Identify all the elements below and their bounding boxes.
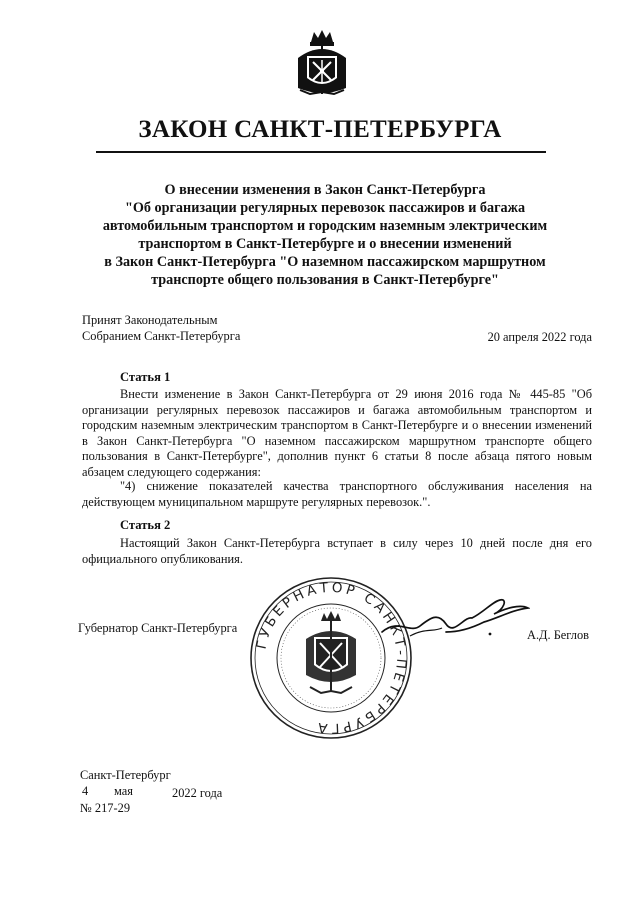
article-1-heading: Статья 1: [120, 370, 171, 384]
adoption-line-2: Собранием Санкт-Петербурга: [82, 328, 241, 343]
signing-date: [80, 784, 240, 800]
law-number: № 217-29: [80, 801, 131, 815]
coat-of-arms-icon: [296, 28, 348, 98]
article-1-text: [82, 387, 592, 480]
subject-line: транспортом в Санкт-Петербурге и о внесении изменений: [138, 236, 512, 252]
article-1-quote-paragraph: "4) снижение показателей качества транспортного обслуживания населения на действующем муниципальном маршруте регулярных перевозок.".: [82, 479, 592, 509]
handwritten-signature-icon: [380, 588, 530, 648]
article-2-paragraph: Настоящий Закон Санкт-Петербурга вступает в силу через 10 дней после дня его официального опубликования.: [82, 536, 592, 566]
law-subject: [60, 181, 590, 289]
adoption-body: [82, 313, 240, 344]
article-2-text: [82, 536, 592, 567]
signing-day: 4: [82, 784, 89, 798]
subject-line: в Закон Санкт-Петербурга "О наземном пассажирском маршрутном: [104, 254, 546, 270]
article-1-paragraph: Внести изменение в Закон Санкт-Петербурга от 29 июня 2016 года № 445-85 "Об организации регулярных перевозок пассажиров и багажа автомобильным транспортом и городским наземным электрическим транспортом в Санкт-Петербурге и о внесении изменений в Закон Санкт-Петербурга "О наземном пассажирском маршрутном транспорте общего пользования в Санкт-Петербурге", дополнив пункт 6 статьи 8 после абзаца пятого новым абзацем следующего содержания:: [82, 387, 592, 479]
governor-title: Губернатор Санкт-Петербурга: [78, 621, 238, 635]
article-2-heading: Статья 2: [120, 518, 171, 532]
subject-line: "Об организации регулярных перевозок пассажиров и багажа: [124, 200, 526, 216]
article-1-quote: [82, 479, 592, 510]
adoption-date: 20 апреля 2022 года: [487, 330, 592, 344]
document-title: ЗАКОН САНКТ-ПЕТЕРБУРГА: [138, 116, 502, 143]
adoption-line-1: Принят Законодательным: [82, 313, 218, 327]
governor-name: А.Д. Беглов: [527, 628, 589, 642]
signing-month: мая: [114, 784, 133, 798]
subject-line: автомобильным транспортом и городским наземным электрическим: [102, 218, 548, 234]
signing-place: Санкт-Петербург: [80, 768, 171, 782]
signing-year: 2022 года: [172, 786, 223, 800]
subject-line: О внесении изменения в Закон Санкт-Петербурга: [164, 182, 486, 198]
title-underline: [96, 151, 546, 153]
svg-text:ГУБЕРНАТОР САНКТ-ПЕТЕРБУРГА: ГУБЕРНАТОР САНКТ-ПЕТЕРБУРГА: [253, 579, 410, 737]
subject-line: транспорте общего пользования в Санкт-Петербурге": [151, 272, 499, 288]
